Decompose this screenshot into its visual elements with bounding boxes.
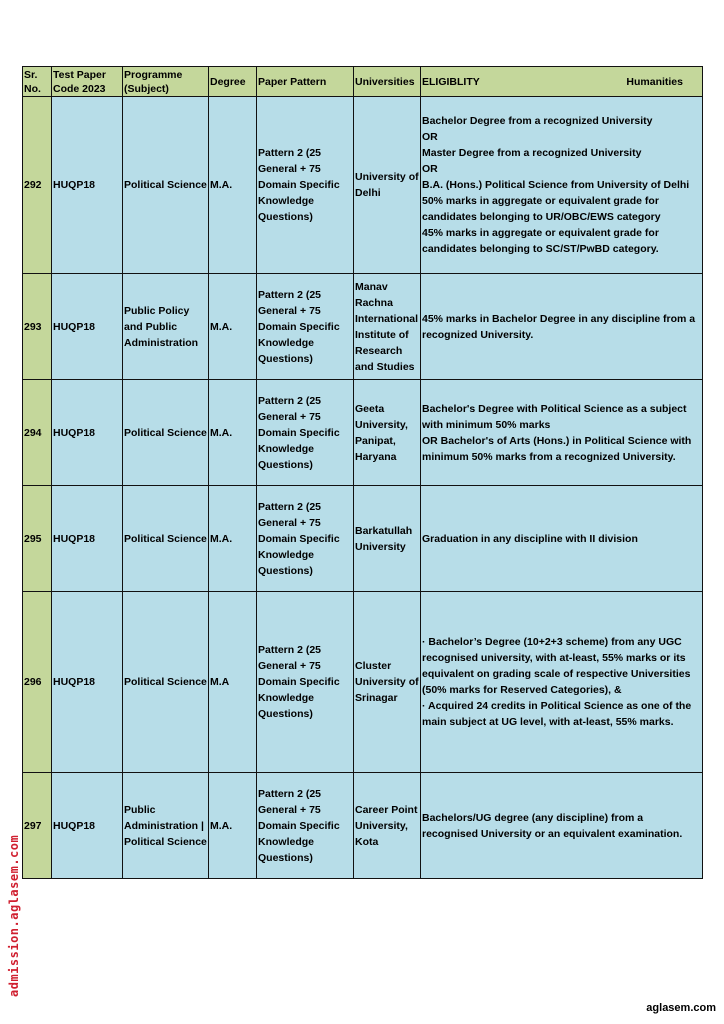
- table-row: [23, 274, 703, 380]
- header-degree: Degree: [209, 67, 257, 97]
- footer-brand: aglasem.com: [646, 1002, 716, 1014]
- cell-degree: M.A.: [209, 773, 257, 879]
- cell-pattern: Pattern 2 (25 General + 75 Domain Specific Knowledge Questions): [257, 274, 354, 380]
- cell-eligibility: 45% marks in Bachelor Degree in any discipline from a recognized University.: [421, 274, 703, 380]
- cell-code: HUQP18: [52, 592, 123, 773]
- cell-sr: 295: [23, 486, 52, 592]
- cell-pattern: Pattern 2 (25 General + 75 Domain Specific Knowledge Questions): [257, 773, 354, 879]
- cell-university: Career Point University, Kota: [354, 773, 421, 879]
- cell-eligibility: · Bachelor’s Degree (10+2+3 scheme) from any UGC recognised university, with at-least, 55% marks or its equivalent on grading scale of respective Universities (50% marks for Reserved Categories), & · Acquired 24 credits in Political Science as one of the main subject at UG level, with at-least, 55% marks.: [421, 592, 703, 773]
- cell-programme: Public Administration | Political Science: [123, 773, 209, 879]
- header-stream: Humanities: [626, 75, 683, 88]
- cell-code: HUQP18: [52, 486, 123, 592]
- header-programme: Programme (Subject): [123, 67, 209, 97]
- cell-university: University of Delhi: [354, 97, 421, 274]
- cell-programme: Political Science: [123, 592, 209, 773]
- watermark: admission.aglasem.com: [7, 834, 21, 997]
- cell-pattern: Pattern 2 (25 General + 75 Domain Specific Knowledge Questions): [257, 380, 354, 486]
- cell-degree: M.A.: [209, 486, 257, 592]
- cell-eligibility: Bachelor Degree from a recognized University OR Master Degree from a recognized University OR B.A. (Hons.) Political Science from University of Delhi 50% marks in aggregate or equivalent grade for candidates belonging to UR/OBC/EWS category 45% marks in aggregate or equivalent grade for candidates belonging to SC/ST/PwBD category.: [421, 97, 703, 274]
- table-row: [23, 380, 703, 486]
- cell-degree: M.A: [209, 592, 257, 773]
- cell-pattern: Pattern 2 (25 General + 75 Domain Specific Knowledge Questions): [257, 592, 354, 773]
- cell-degree: M.A.: [209, 97, 257, 274]
- cell-sr: 294: [23, 380, 52, 486]
- cell-code: HUQP18: [52, 773, 123, 879]
- header-universities: Universities: [354, 67, 421, 97]
- header-sr: Sr. No.: [23, 67, 52, 97]
- cell-university: Manav Rachna International Institute of Research and Studies: [354, 274, 421, 380]
- table-row: [23, 97, 703, 274]
- header-eligibility-label: ELIGIBLITY: [422, 75, 480, 88]
- cell-university: Barkatullah University: [354, 486, 421, 592]
- cell-code: HUQP18: [52, 274, 123, 380]
- cell-eligibility: Bachelors/UG degree (any discipline) from a recognised University or an equivalent examination.: [421, 773, 703, 879]
- cell-university: Cluster University of Srinagar: [354, 592, 421, 773]
- header-pattern: Paper Pattern: [257, 67, 354, 97]
- cell-programme: Public Policy and Public Administration: [123, 274, 209, 380]
- cell-sr: 296: [23, 592, 52, 773]
- cell-pattern: Pattern 2 (25 General + 75 Domain Specific Knowledge Questions): [257, 486, 354, 592]
- cell-sr: 292: [23, 97, 52, 274]
- cell-code: HUQP18: [52, 97, 123, 274]
- table-row: [23, 773, 703, 879]
- header-code: Test Paper Code 2023: [52, 67, 123, 97]
- cell-code: HUQP18: [52, 380, 123, 486]
- cell-eligibility: Graduation in any discipline with II division: [421, 486, 703, 592]
- table-row: [23, 486, 703, 592]
- cell-programme: Political Science: [123, 97, 209, 274]
- eligibility-table: [22, 66, 703, 879]
- header-row: [23, 67, 703, 97]
- cell-eligibility: Bachelor's Degree with Political Science as a subject with minimum 50% marks OR Bachelor's of Arts (Hons.) in Political Science with minimum 50% marks from a recognized University.: [421, 380, 703, 486]
- cell-degree: M.A.: [209, 380, 257, 486]
- cell-degree: M.A.: [209, 274, 257, 380]
- cell-programme: Political Science: [123, 486, 209, 592]
- table-row: [23, 592, 703, 773]
- header-eligibility: [421, 67, 703, 97]
- cell-pattern: Pattern 2 (25 General + 75 Domain Specific Knowledge Questions): [257, 97, 354, 274]
- cell-sr: 297: [23, 773, 52, 879]
- cell-university: Geeta University, Panipat, Haryana: [354, 380, 421, 486]
- cell-sr: 293: [23, 274, 52, 380]
- cell-programme: Political Science: [123, 380, 209, 486]
